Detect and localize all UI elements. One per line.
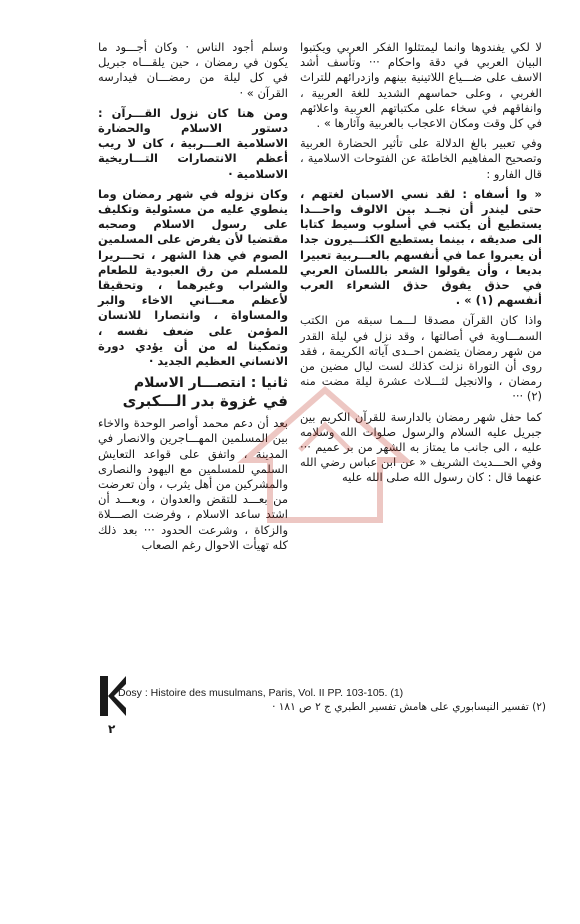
section-heading — [98, 374, 288, 410]
right-paragraph-4: واذا كان القرآن مصدقا لـــمـا سبقه من الكتب السمـــاوية في أصالتها ، وقد نزل في ليلة القدر من شهر رمضان يتضمن احــدى آياته الكريمة ، فقد روى أن التوراة نزلت كذلك لست ليال مضين من رمضان ، والانجيل لثـــلاث عشرة ليلة مضت منه (٢) ··· — [300, 313, 542, 404]
left-text-column — [98, 40, 288, 558]
left-paragraph-1: وسلم أجود الناس · وكان أجـــود ما يكون في رمضان ، حين يلقـــاه جبريل في كل ليلة من رمضـــان فيدارسه القرآن » · — [98, 40, 288, 100]
footnotes — [118, 686, 546, 714]
left-paragraph-4: بعد أن دعم محمد أواصر الوحدة والاخاء بين المسلمين المهـــاجرين والانصار في المدينة ، واتفق على قواعد التعايش السلمي للمسلمين مع اليهود والنصارى والمشركين من أهل يثرب ، وأن تعرضت من بعـــد للتقض والعدوان ، وبعـــد أن اشتد ساعد الاسلام ، وفرضت الصـــلاة والزكاة ، وشرعت الحدود ··· بعد ذلك كله تهيأت الاحوال رغم الصعاب — [98, 416, 288, 552]
page-number: ٢ — [108, 722, 116, 736]
right-paragraph-5: كما حفل شهر رمضان بالدارسة للقرآن الكريم بين جبريل عليه السلام والرسول صلوات الله وسلامه عليه ، الى جانب ما يمتاز به الشهر من بر عميم ··· وفي الحـــديث الشريف « عن ابن عباس رضي الله عنهما قال : كان رسول الله صلى الله عليه — [300, 409, 542, 485]
left-paragraph-3: وكان نزوله في شهر رمضان وما ينطوي عليه من مسئولية وتكليف على رسول الاسلام وصحبه مقتضيا لأن يفرض على المسلمين الصوم في هذا الشهر ، تحـــريرا للمسلم من رق العبودية للطعام والشراب وغيرهما ، وتحقيقا لأعظم معـــاني الاخاء والبر والمساواة ، وانتصارا للانسان المؤمن على ضعف نفسه ، وتمكينا له من أن يؤدي دورة الانساني العظيم الجديد · — [98, 186, 288, 369]
right-paragraph-1: لا لكي يفندوها وانما ليمتثلوا الفكر العربي ويكتبوا البيان العربي في دقة واحكام ··· وتأسف أشد الاسف على ضـــياع اللاتينية بينهم وازدرائهم للتراث الغربي ، وعلى حماسهم الشديد للغة العربية ، وانفاقهم في سخاء على مكتباتهم العربية واعلائهم في كل وقت ومكان الاعجاب بالعربية وآثارها » . — [300, 40, 542, 131]
footnote-2: (٢) تفسير النيسابوري على هامش تفسير الطبري ج ٢ ص ١٨١ · — [272, 701, 546, 713]
right-paragraph-quote: « وا أسفاه : لقد نسي الاسبان لغتهم ، حتى ليندر أن نجــد بين الالوف واحـــدا يستطيع أن يكتب في أسلوب وسيط كتابا الى صديقه ، بينما يستطيع الكثـــيرون جدا أن يعبروا عما في أنفسهم بالعـــربية تعبيرا بديعا ، وأن يقولوا الشعر باللسان العربي في حذق يفوق حذق الشعراء العرب أنفسهم (١) » . — [300, 186, 542, 308]
section-heading-line-1: ثانيا : انتصـــار الاسلام — [133, 375, 288, 392]
footnote-1: Dosy : Histoire des musulmans, Paris, Vol. II PP. 103-105. (1) — [118, 687, 404, 699]
right-paragraph-2: وفي تعبير بالغ الدلالة على تأثير الحضارة العربية وتصحيح المفاهيم الخاطئة عن الفتوحات الاسلامية ، قال الفارو : — [300, 136, 542, 181]
right-text-column — [300, 40, 542, 491]
left-paragraph-2: ومن هنا كان نزول القـــرآن : دستور الاسلام والحضارة الاسلامية العـــربية ، كان لا ريب أعظم الانتصارات التـــاريخية الاسلامية · — [98, 105, 288, 181]
section-heading-line-2: في غزوة بدر الـــكبرى — [122, 392, 288, 411]
